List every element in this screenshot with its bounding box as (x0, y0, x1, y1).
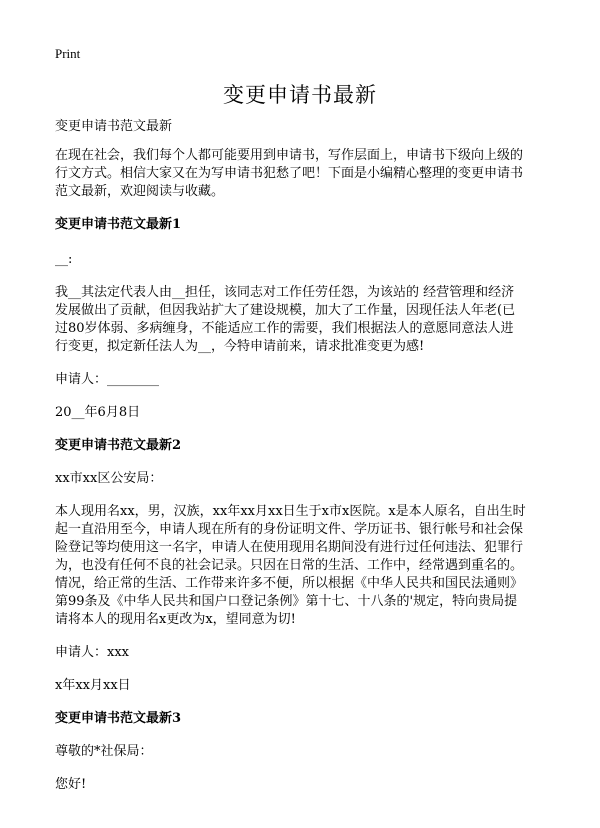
section2-date: x年xx月xx日 (55, 678, 131, 693)
section2-applicant: 申请人：xxx (55, 645, 129, 660)
section3-greeting: 您好! (55, 777, 87, 792)
section1-applicant: 申请人：________ (55, 372, 160, 387)
section1-body-line: 我__其法定代表人由__担任，该同志对工作任劳任怨，为该站的 经营管理和经济 (55, 285, 515, 300)
section2-body-line: 请将本人的现用名x更改为x，望同意为切! (55, 612, 296, 627)
section1-body-line: 发展做出了贡献，但因我站扩大了建设规模，加大了工作量，因现任法人年老(已 (55, 303, 516, 318)
section2-heading: 变更申请书范文最新2 (55, 438, 182, 453)
intro-line: 范文最新，欢迎阅读与收藏。 (55, 184, 225, 199)
intro-line: 行文方式。相信大家又在为写申请书犯愁了吧！下面是小编精心整理的变更申请书 (55, 166, 524, 181)
section1-body-line: 过80岁体弱、多病缠身，不能适应工作的需要，我们根据法人的意愿同意法人进 (55, 321, 514, 336)
document-title: 变更申请书最新 (223, 83, 377, 107)
section3-heading: 变更申请书范文最新3 (55, 711, 182, 726)
section1-date: 20__年6月8日 (55, 405, 141, 420)
section1-heading: 变更申请书范文最新1 (55, 217, 182, 232)
section3-salutation: 尊敬的*社保局： (55, 744, 153, 759)
section1-body-line: 行变更，拟定新任法人为__，今特申请前来，请求批准变更为感! (55, 339, 425, 354)
document-body (55, 118, 555, 794)
intro-line: 在现在社会，我们每个人都可能要用到申请书，写作层面上，申请书下级向上级的 (55, 148, 524, 163)
section2-body-line: 情况，给正常的生活、工作带来许多不便，所以根据《中华人民共和国民法通则》 (55, 576, 524, 591)
print-label: Print (55, 46, 81, 61)
section2-salutation: xx市xx区公安局： (55, 471, 163, 486)
section2-body-line: 本人现用名xx，男，汉族，xx年xx月xx日生于x市x医院。x是本人原名，自出生时 (55, 504, 526, 519)
section2-body-line: 第99条及《中华人民共和国户口登记条例》第十七、十八条的'规定，特向贵局提 (55, 594, 518, 609)
section2-body-line: 险登记等均使用这一名字，申请人在使用现用名期间没有进行过任何违法、犯罪行 (55, 540, 524, 555)
section1-salutation: __: (55, 252, 73, 267)
section2-body (55, 503, 555, 629)
section1-body (55, 284, 555, 356)
section2-body-line: 起一直沿用至今，申请人现在所有的身份证明文件、学历证书、银行帐号和社会保 (55, 522, 524, 537)
subtitle: 变更申请书范文最新 (55, 119, 173, 134)
intro-paragraph (55, 147, 555, 201)
section2-body-line: 为，也没有任何不良的社会记录。只因在日常的生活、工作中，经常遇到重名的。 (55, 558, 524, 573)
